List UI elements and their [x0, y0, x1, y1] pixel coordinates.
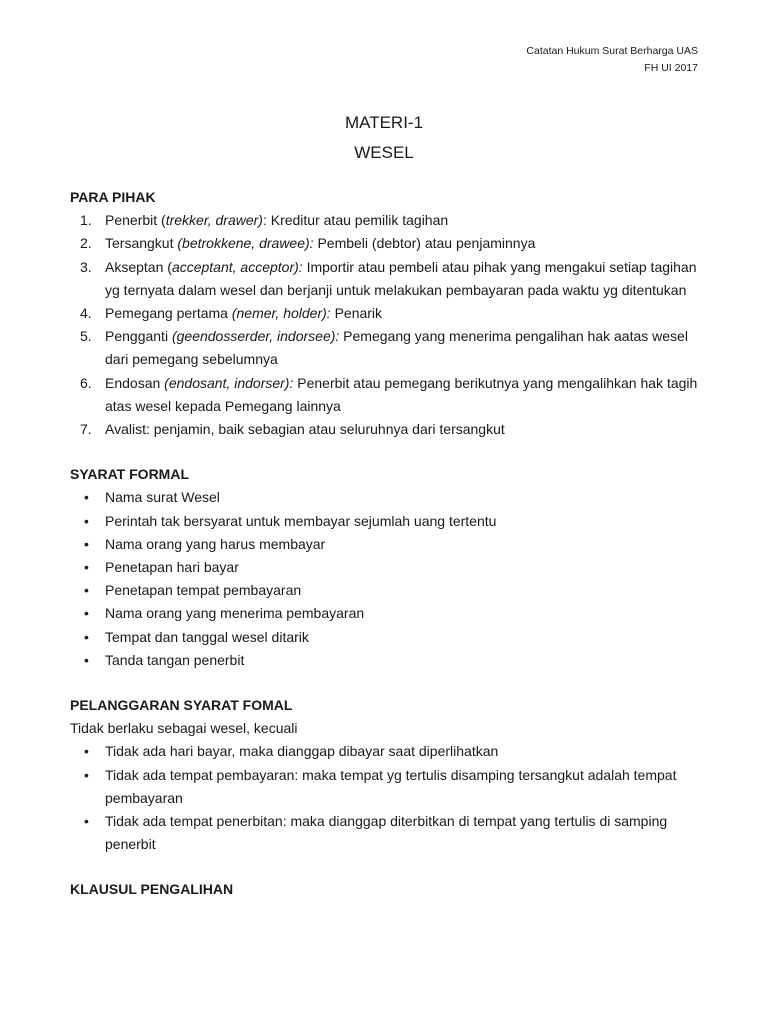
- list-item: [70, 372, 700, 418]
- bullet-icon: •: [84, 559, 89, 576]
- bullet-icon: •: [84, 489, 89, 506]
- item-text: Nama surat Wesel: [105, 489, 220, 506]
- item-prefix: Endosan: [105, 374, 165, 391]
- item-text: Penarik: [330, 305, 383, 322]
- section-heading-pelanggaran: PELANGGARAN SYARAT FOMAL: [70, 697, 293, 714]
- item-term: trekker, drawer): [165, 212, 263, 229]
- item-prefix: Pengganti: [105, 328, 172, 345]
- item-text: Tidak ada tempat penerbitan: maka dianggap diterbitkan di tempat yang tertulis di samping penerbit: [105, 813, 668, 853]
- list-number: 7.: [80, 421, 92, 438]
- bullet-icon: •: [84, 813, 89, 830]
- list-item: [70, 649, 700, 672]
- list-number: 5.: [80, 328, 92, 345]
- list-item: [70, 764, 700, 810]
- item-prefix: Pemegang pertama: [105, 305, 232, 322]
- item-text: Penerbit atau pemegang berikutnya yang mengalihkan hak tagih atas wesel kepada Pemegang lainnya: [105, 374, 698, 414]
- item-prefix: Avalist: penjamin, baik sebagian atau seluruhnya dari tersangkut: [105, 421, 505, 438]
- bullet-icon: •: [84, 766, 89, 783]
- bullet-icon: •: [84, 582, 89, 599]
- header-line-1: Catatan Hukum Surat Berharga UAS: [526, 45, 698, 57]
- list-item: [70, 209, 700, 232]
- list-item: [70, 556, 700, 579]
- list-item: [70, 256, 700, 302]
- list-number: 1.: [80, 212, 92, 229]
- item-term: acceptant, acceptor):: [171, 258, 303, 275]
- item-prefix: Penerbit (: [105, 212, 166, 229]
- list-item: [70, 510, 700, 533]
- page-subtitle: WESEL: [354, 143, 414, 162]
- item-text: Pembeli (debtor) atau penjaminnya: [313, 235, 536, 252]
- pelanggaran-list: [70, 740, 700, 856]
- item-text: Tidak ada tempat pembayaran: maka tempat yg tertulis disamping tersangkut adalah tempat pembayaran: [105, 766, 677, 806]
- item-prefix: Tersangkut: [105, 235, 178, 252]
- item-text: Tanda tangan penerbit: [105, 651, 245, 668]
- section-heading-para-pihak: PARA PIHAK: [70, 189, 156, 205]
- bullet-icon: •: [84, 743, 89, 760]
- list-item: [70, 325, 700, 371]
- list-item: [70, 533, 700, 556]
- list-item: [70, 232, 700, 255]
- item-text: Penetapan tempat pembayaran: [105, 582, 302, 599]
- list-item: [70, 602, 700, 625]
- document-body: [70, 186, 700, 924]
- item-term: (endosant, indorser):: [164, 374, 294, 391]
- list-number: 4.: [80, 305, 92, 322]
- item-term: (nemer, holder):: [231, 305, 331, 322]
- item-term: (geendosserder, indorsee):: [171, 328, 340, 345]
- item-text: Nama orang yang harus membayar: [105, 535, 326, 552]
- list-item: [70, 418, 700, 441]
- item-text: Tempat dan tanggal wesel ditarik: [105, 628, 309, 645]
- syarat-formal-list: [70, 486, 700, 672]
- bullet-icon: •: [84, 605, 89, 622]
- item-text: : Kreditur atau pemilik tagihan: [262, 212, 449, 229]
- list-number: 3.: [80, 258, 92, 275]
- list-number: 2.: [80, 235, 92, 252]
- list-item: [70, 740, 700, 763]
- list-item: [70, 810, 700, 856]
- section-syarat-formal: [70, 463, 700, 672]
- section-heading-syarat-formal: SYARAT FORMAL: [70, 466, 189, 483]
- bullet-icon: •: [84, 535, 89, 552]
- item-text: Penetapan hari bayar: [105, 559, 239, 576]
- list-item: [70, 579, 700, 602]
- section-para-pihak: [70, 186, 700, 441]
- bullet-icon: •: [84, 628, 89, 645]
- list-number: 6.: [80, 374, 92, 391]
- para-pihak-list: [70, 209, 700, 441]
- bullet-icon: •: [84, 651, 89, 668]
- item-term: (betrokkene, drawee):: [177, 235, 314, 252]
- item-text: Perintah tak bersyarat untuk membayar sejumlah uang tertentu: [105, 512, 497, 529]
- section-intro: Tidak berlaku sebagai wesel, kecuali: [70, 720, 298, 737]
- item-prefix: Akseptan (: [105, 258, 172, 275]
- section-klausul: [70, 878, 700, 901]
- section-heading-klausul: KLAUSUL PENGALIHAN: [70, 881, 234, 898]
- item-text: Pemegang yang menerima pengalihan hak aatas wesel dari pemegang sebelumnya: [105, 328, 688, 368]
- item-text: Tidak ada hari bayar, maka dianggap dibayar saat diperlihatkan: [105, 743, 499, 760]
- title-block: [0, 108, 768, 168]
- list-item: [70, 302, 700, 325]
- page-title: MATERI-1: [344, 113, 424, 132]
- header-line-2: FH UI 2017: [644, 62, 698, 74]
- bullet-icon: •: [84, 512, 89, 529]
- section-pelanggaran: [70, 694, 700, 856]
- item-text: Importir atau pembeli atau pihak yang mengakui setiap tagihan yg ternyata dalam wesel dan berjanji untuk melakukan pembayaran pada waktu yg ditentukan: [105, 258, 697, 298]
- list-item: [70, 626, 700, 649]
- header-note: [526, 43, 698, 77]
- list-item: [70, 486, 700, 509]
- item-text: Nama orang yang menerima pembayaran: [105, 605, 365, 622]
